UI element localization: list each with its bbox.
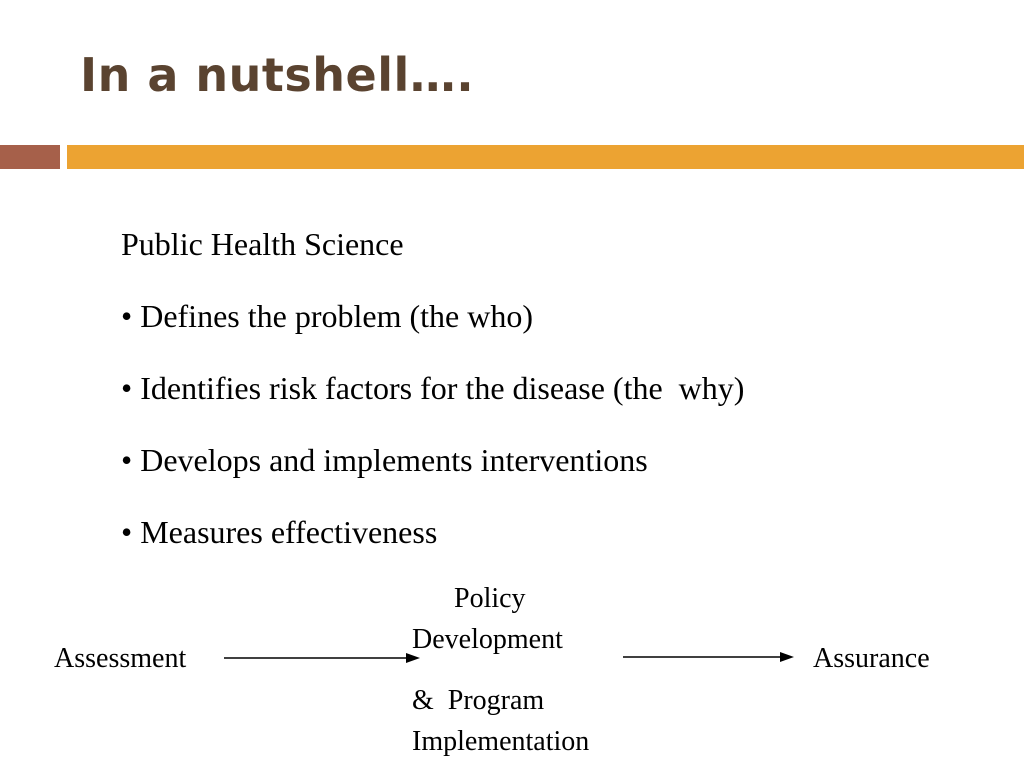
policy-label: Policy	[454, 583, 526, 614]
program-label: & Program	[412, 685, 545, 716]
assurance-label: Assurance	[813, 643, 930, 674]
assessment-label: Assessment	[54, 643, 187, 674]
arrow-assessment-to-policy	[224, 653, 420, 663]
implementation-label: Implementation	[412, 726, 590, 757]
development-label: Development	[412, 624, 563, 655]
bullet-item: • Defines the problem (the who)	[121, 298, 533, 334]
arrow-policy-to-assurance	[623, 652, 794, 662]
content-heading: Public Health Science	[121, 226, 404, 262]
bullet-item: • Measures effectiveness	[121, 514, 438, 550]
slide-title: In a nutshell….	[80, 48, 475, 102]
bullet-item: • Develops and implements interventions	[121, 442, 648, 478]
bullet-item: • Identifies risk factors for the disease (the why)	[121, 370, 745, 406]
